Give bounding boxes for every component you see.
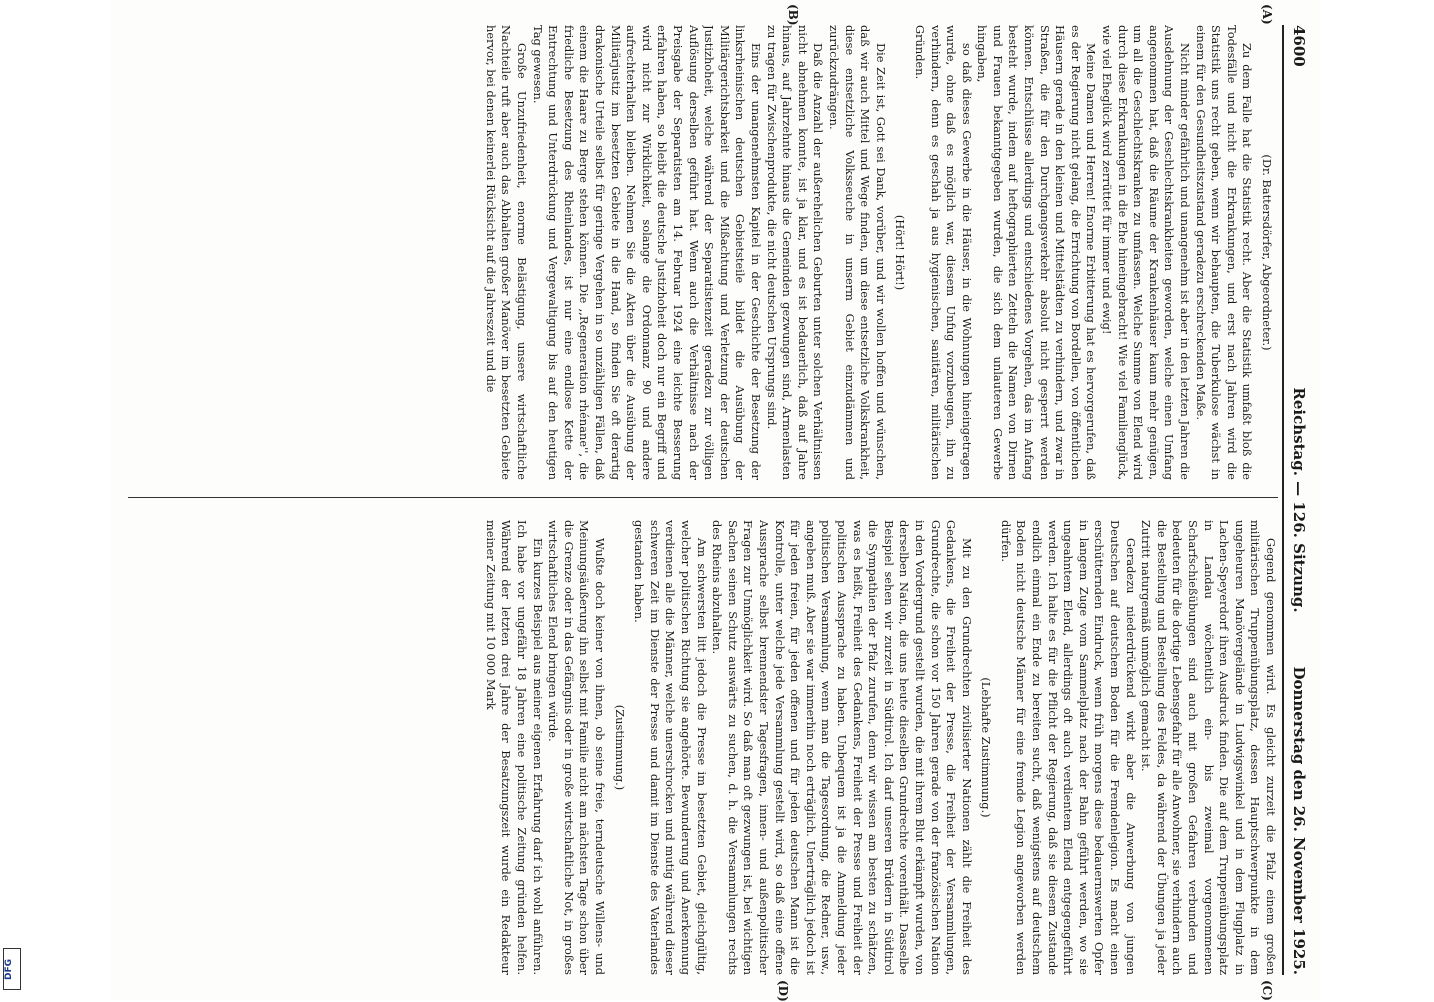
header-rule xyxy=(1282,25,1284,975)
paragraph: Am schwersten litt jedoch die Presse im besetzten Gebiet, gleichgültig, welcher politischen Richtung sie angehörte. Bewunderung und Anerkennung verdienen alle die Männer, welche unerschrocken und mutig während dieser schweren Zeit im Dienste der Presse und damit im Dienste des Vaterlandes gestanden haben. xyxy=(632,520,709,975)
paragraph: Daß die Anzahl der außerehelichen Geburten unter solchen Verhältnissen nicht abnehmen konnte, ist ja klar, und es ist bedauerlich, daß auf Jahre hinaus, auf Jahrzehnte hinaus die Gemeinden gezwungen sind, Armenlasten zu tragen für Zwischenprodukte, die nicht deutschen Ursprungs sind. xyxy=(764,25,826,480)
session-title: Reichstag. — 126. Sitzung. xyxy=(1290,387,1308,613)
marker-b: (B) xyxy=(786,4,800,26)
paragraph: Mit zu den Grundrechten zivilisierter Nationen zählt die Freiheit des Gedankens, die Freiheit der Presse, die Freiheit der Versammlungen, Grundrechte, die schon vor 150 Jahren gerade von der französischen Nation in den Vordergrund gestellt wurden, die mit ihrem Blut erkämpft wurden, von derselben Nation, die uns heute dieselben Grundrechte vorenthält. Dasselbe Beispiel sehen wir zurzeit in Südtirol. Ich darf unseren Brüdern in Südtirol die Sympathien der Pfalz zurufen, denn wir wissen am besten zu schätzen, was es heißt, Freiheit des Gedankens, Freiheit der Presse und Freiheit der politischen Aussprache zu haben. Unbequem ist ja die Anmeldung jeder politischen Versammlung, wenn man die Tagesordnung, die Redner, usw., angeben muß. Aber sie war immerhin noch erträglich. Unerträglich jedoch ist für jeden freien, für jeden offenen und für jeden deutschen Mann ist die Kontrolle, unter welche jede Versammlung gestellt wird, so daß eine offene Aussprache selbst brennendster Tagesfragen, innen- und außenpolitischer Fragen zur Unmöglichkeit wird. So daß man oft gezwungen ist, bei wichtigen Sachen seinen Schutz auswärts zu suchen, d. h. die Versammlungen rechts des Rheins abzuhalten. xyxy=(710,520,974,975)
paragraph: Nicht minder gefährlich und unangenehm ist aber in den letzten Jahren die Ausdehnung der Geschlechtskrankheiten geworden, welche einen Umfang angenommen hat, daß die Räume der Krankenhäuser kaum mehr genügen, um all die Geschlechtskranken zu umfassen. Welche Summe von Elend wird durch diese Erkrankungen in die Ehe hineingebracht! Wie viel Familienglück, wie viel Eheglück wird zerrüttet für immer und ewig! xyxy=(1100,25,1193,480)
column-divider xyxy=(128,497,1278,498)
paragraph: (Lebhafte Zustimmung.) xyxy=(979,677,994,818)
page-number: 4600 xyxy=(1290,25,1308,67)
document-page xyxy=(110,0,1320,1000)
paragraph: Große Unzufriedenheit, enorme Belästigung, unsere wirtschaftliche Nachteile ruft aber auch das Abhalten großer Manöver im besetzten Gebiete hervor, bei denen keinerlei Rücksicht auf die Jahreszeit und die xyxy=(483,25,530,480)
paragraph: Meine Damen und Herren! Enorme Erbitterung hat es hervorgerufen, daß es der Regierung nicht gelang, die Errichtung von Bordellen, von öffentlichen Häusern gerade in den kleinen und Mittelstädten zu verhindern, und zwar in Straßen, die für den Durchgangsverkehr absolut nicht gesperrt werden können. Entschlüsse allerdings und entschiedenes Vorgehen, das im Anfang besteht wurde, indem auf heftographierten Zetteln die Namen von Dirnen und Frauen bekanntgegeben wurden, die sich dem unlauteren Gewerbe hingaben, xyxy=(975,25,1099,480)
paragraph: (Hört! Hört!) xyxy=(893,214,908,291)
paragraph: Eins der unangenehmsten Kapitel in der Geschichte der Besetzung der linksrheinischen deutschen Gebietsteile bildet die Ausübung der Militärgerichtsbarkeit und die Mißachtung und Verletzung der deutschen Justizhoheit, welche während der Separatistenzeit geradezu zur völligen Auflösung derselben geführt hat. Wenn auch die Verhältnisse nach der Preisgabe der Separatisten am 14. Februar 1924 eine leichte Besserung erfahren haben, so bleibt die deutsche Justizhoheit doch nur ein Begriff und wird nicht zur Wirklichkeit, solange die Ordonnanz 90 und andere aufrechterhalten bleiben. Nehmen Sie die Akten über die Ausübung der Militärjustiz im besetzten Gebiete in die Hand, so finden Sie oft derartig drakonische Urteile selbst für geringe Vergehen in so unzähligen Fällen, daß einem die Haare zu Berge stehen können. Die ,,Regeneration rhénane'', die friedliche Besetzung des Rheinlandes, ist nur eine endlose Kette der Entrechtung und Unterdrückung und Vergewaltigung bis auf den heutigen Tag gewesen. xyxy=(530,25,763,480)
marker-c: (C) xyxy=(1260,980,1274,1001)
digitization-credit xyxy=(0,0,2,920)
paragraph: Wußte doch keiner von ihnen, ob seine freie, terndeutsche Willens- und Meinungsäußerung ihn selbst mit Familie nicht am nächsten Tage schon über die Grenze oder in das Gefängnis oder in große wirtschaftliche Not, in großes wirtschaftliches Elend bringen würde. xyxy=(546,520,608,975)
paragraph: Gegend genommen wird. Es gleicht zurzeit die Pfalz einem großen militärischen Truppenübungsplatz, dessen Hauptschwerpunkte in dem ungeheuren Manövergelände in Ludwigswinkel und in dem Flugplatz in Lachen-Speyerdorf ihren Ausdruck finden. Die auf dem Truppenübungsplatz in Landau wöchentlich ein- bis zweimal vorgenommenen Scharfschießübungen sind auch mit großen Gefahren verbunden und bedeuten für die dortige Lebensgefahr für alle Anwohner, sie verhindern auch die Bestellung und Bestellung des Feldes, da während der Übungen ja jeder Zutritt naturgemäß unmöglich gemacht ist. xyxy=(1139,520,1278,975)
dfg-logo: DFG xyxy=(3,948,21,990)
sidebar xyxy=(0,0,22,1000)
session-date: Donnerstag den 26. November 1925. xyxy=(1290,666,1308,975)
left-column xyxy=(118,25,1278,480)
paragraph: (Zustimmung.) xyxy=(612,704,627,791)
paragraph: Die Zeit ist, Gott sei Dank, vorüber, und wir wollen hoffen und wünschen, daß wir auch Mittel und Wege finden, um diese entsetzliche Volkskrankheit, diese entsetzliche Volksseuche in unserm Gebiet einzudämmen und zurückzudrängen. xyxy=(826,25,888,480)
paragraph: (Dr. Battersdörfer, Abgeordneter.) xyxy=(1260,154,1274,351)
paragraph: so daß dieses Gewerbe in die Häuser, in die Wohnungen hineingetragen wurde, ohne daß es möglich war, diesem Unfug vorzubeugen, ihn zu verhindern, denn es geschah ja aus hygienischen, sanitären, militärischen Gründen. xyxy=(912,25,974,480)
right-column xyxy=(118,520,1278,975)
marker-d: (D) xyxy=(776,980,790,1002)
marker-a: (A) xyxy=(1260,4,1274,25)
page-header xyxy=(1286,25,1312,975)
paragraph: Ein kurzes Beispiel aus meiner eigenen Erfahrung darf ich wohl anführen. Ich habe vor ungefähr 18 Jahren eine politische Zeitung gründen helfen. Während der letzten drei Jahre der Besatzungszeit wurde ein Redakteur meiner Zeitung mit 10 000 Mark xyxy=(483,520,545,975)
paragraph: Geradezu niederdrückend wirkt aber die Anwerbung von jungen Deutschen auf deutschem Boden für die Fremdenlegion. Es macht einen erschütternden Eindruck, wenn früh morgens diese bedauernswerten Opfer in langem Zuge vom Sammelplatz nach der Bahn geführt werden, wo sie ungeahntem Elend, allerdings oft auch verdientem Elend entgegengeführt werden. Ich halte es für die Pflicht der Regierung, daß sie diesem Zustande endlich einmal ein Ende zu bereiten sucht, daß wenigstens auf deutschem Boden nicht deutsche Männer für eine fremde Legion angeworben werden dürfen. xyxy=(998,520,1138,975)
paragraph: Zu dem Falle hat die Statistik recht. Aber die Statistik umfaßt bloß die Todesfälle und nicht die Erkrankungen, und erst nach Jahren wird die Statistik uns recht geben, wenn wir behaupten, die Tuberkulose wächst in einem für den Gesundheitszustand geradezu erschreckenden Maße. xyxy=(1193,25,1255,480)
